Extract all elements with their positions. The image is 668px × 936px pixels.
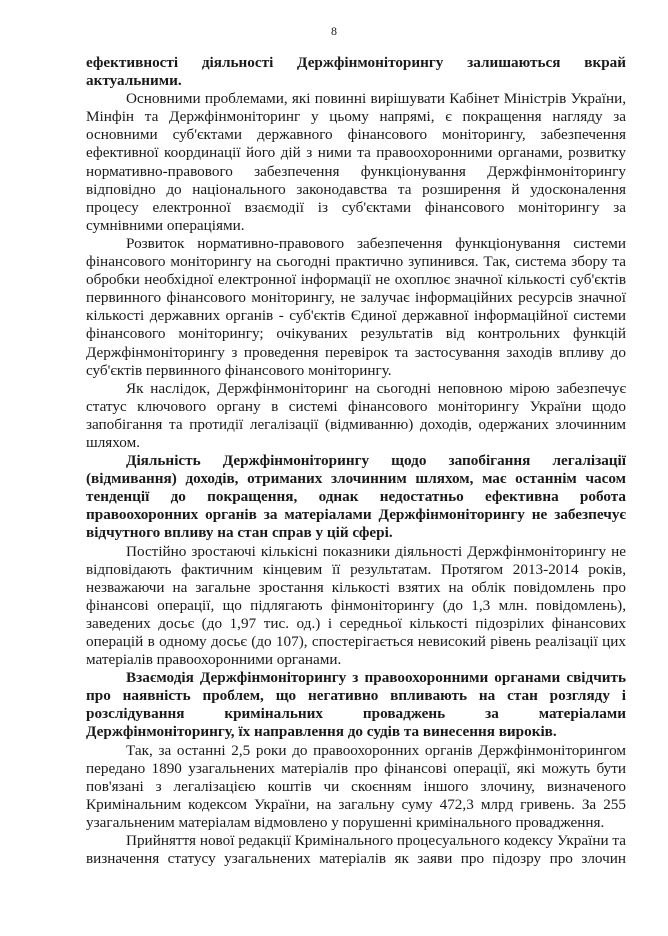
paragraph-main-problems: Основними проблемами, які повинні вирішувати Кабінет Міністрів України, Мінфін та Держфінмоніторинг у цьому напрямі, є покращення нагляду за основними суб'єктами державного фінансового моніторингу, забезпечення ефективної координації його дій з ними та правоохоронними органами, розвитку нормативно-правового забезпечення функціонування Держфінмоніторингу відповідно до національного законодавства та розширення й удосконалення процесу електронної взаємодії із суб'єктами фінансового моніторингу за сумнівними операціями.: [86, 90, 626, 234]
paragraph-indicators: Постійно зростаючі кількісні показники діяльності Держфінмоніторингу не відповідають фактичним кінцевим її результатам. Протягом 2013-2014 років, незважаючи на загальне зростання кількості взятих на облік повідомлень про фінансові операції, що підлягають фінмоніторингу (до 1,3 млн. повідомлень), заведених досьє (до 1,97 тис. од.) і середньої кількості підозрілих фінансових операцій в одному досьє (до 107), спостерігається невисокий рівень реалізації цих матеріалів правоохоронними органами.: [86, 542, 626, 669]
paragraph-regulatory-development: Розвиток нормативно-правового забезпечення функціонування системи фінансового моніторингу на сьогодні практично зупинився. Так, система збору та обробки необхідної електронної інформації не охоплює значної кількості суб'єктів первинного фінансового моніторингу, не залучає інформаційних ресурсів значної кількості державних органів - суб'єктів Єдиної державної інформаційної системи фінансового моніторингу; очікуваних результатів від контрольних функцій Держфінмоніторингу з проведення перевірок та застосування заходів впливу до суб'єктів первинного фінансового моніторингу.: [86, 234, 626, 379]
paragraph-transferred-materials: Так, за останні 2,5 роки до правоохоронних органів Держфінмоніторингом передано 1890 узагальнених матеріалів про фінансові операції, які можуть бути пов'язані з легалізацією коштів чи скоєнням іншого злочину, визначеного Кримінальним кодексом України, на загальну суму 472,3 млрд гривень. За 255 узагальненим матеріалам відмовлено у порушенні кримінального провадження.: [86, 741, 626, 831]
document-body: [86, 54, 626, 868]
paragraph-activity-finding: Діяльність Держфінмоніторингу щодо запобігання легалізації (відмивання) доходів, отриманих злочинним шляхом, має останнім часом тенденції до покращення, однак недостатньо ефективна робота правоохоронних органів за матеріалами Держфінмоніторингу не забезпечує відчутного впливу на стан справ у цій сфері.: [86, 452, 626, 542]
paragraph-consequence: Як наслідок, Держфінмоніторинг на сьогодні неповною мірою забезпечує статус ключового органу в системі фінансового моніторингу України щодо запобігання та протидії легалізації (відмиванню) доходів, одержаних злочинним шляхом.: [86, 379, 626, 451]
paragraph-new-code: Прийняття нової редакції Кримінального процесуального кодексу України та визначення статусу узагальнених матеріалів як заяви про підозру про злочин: [86, 832, 626, 868]
paragraph-continuation-bold: ефективності діяльності Держфінмоніторингу залишаються вкрай актуальними.: [86, 54, 626, 90]
page-number: 8: [331, 24, 337, 38]
paragraph-interaction-finding: Взаємодія Держфінмоніторингу з правоохоронними органами свідчить про наявність проблем, що негативно впливають на стан розгляду і розслідування кримінальних проваджень за матеріалами Держфінмоніторингу, їх направлення до судів та винесення вироків.: [86, 669, 626, 741]
